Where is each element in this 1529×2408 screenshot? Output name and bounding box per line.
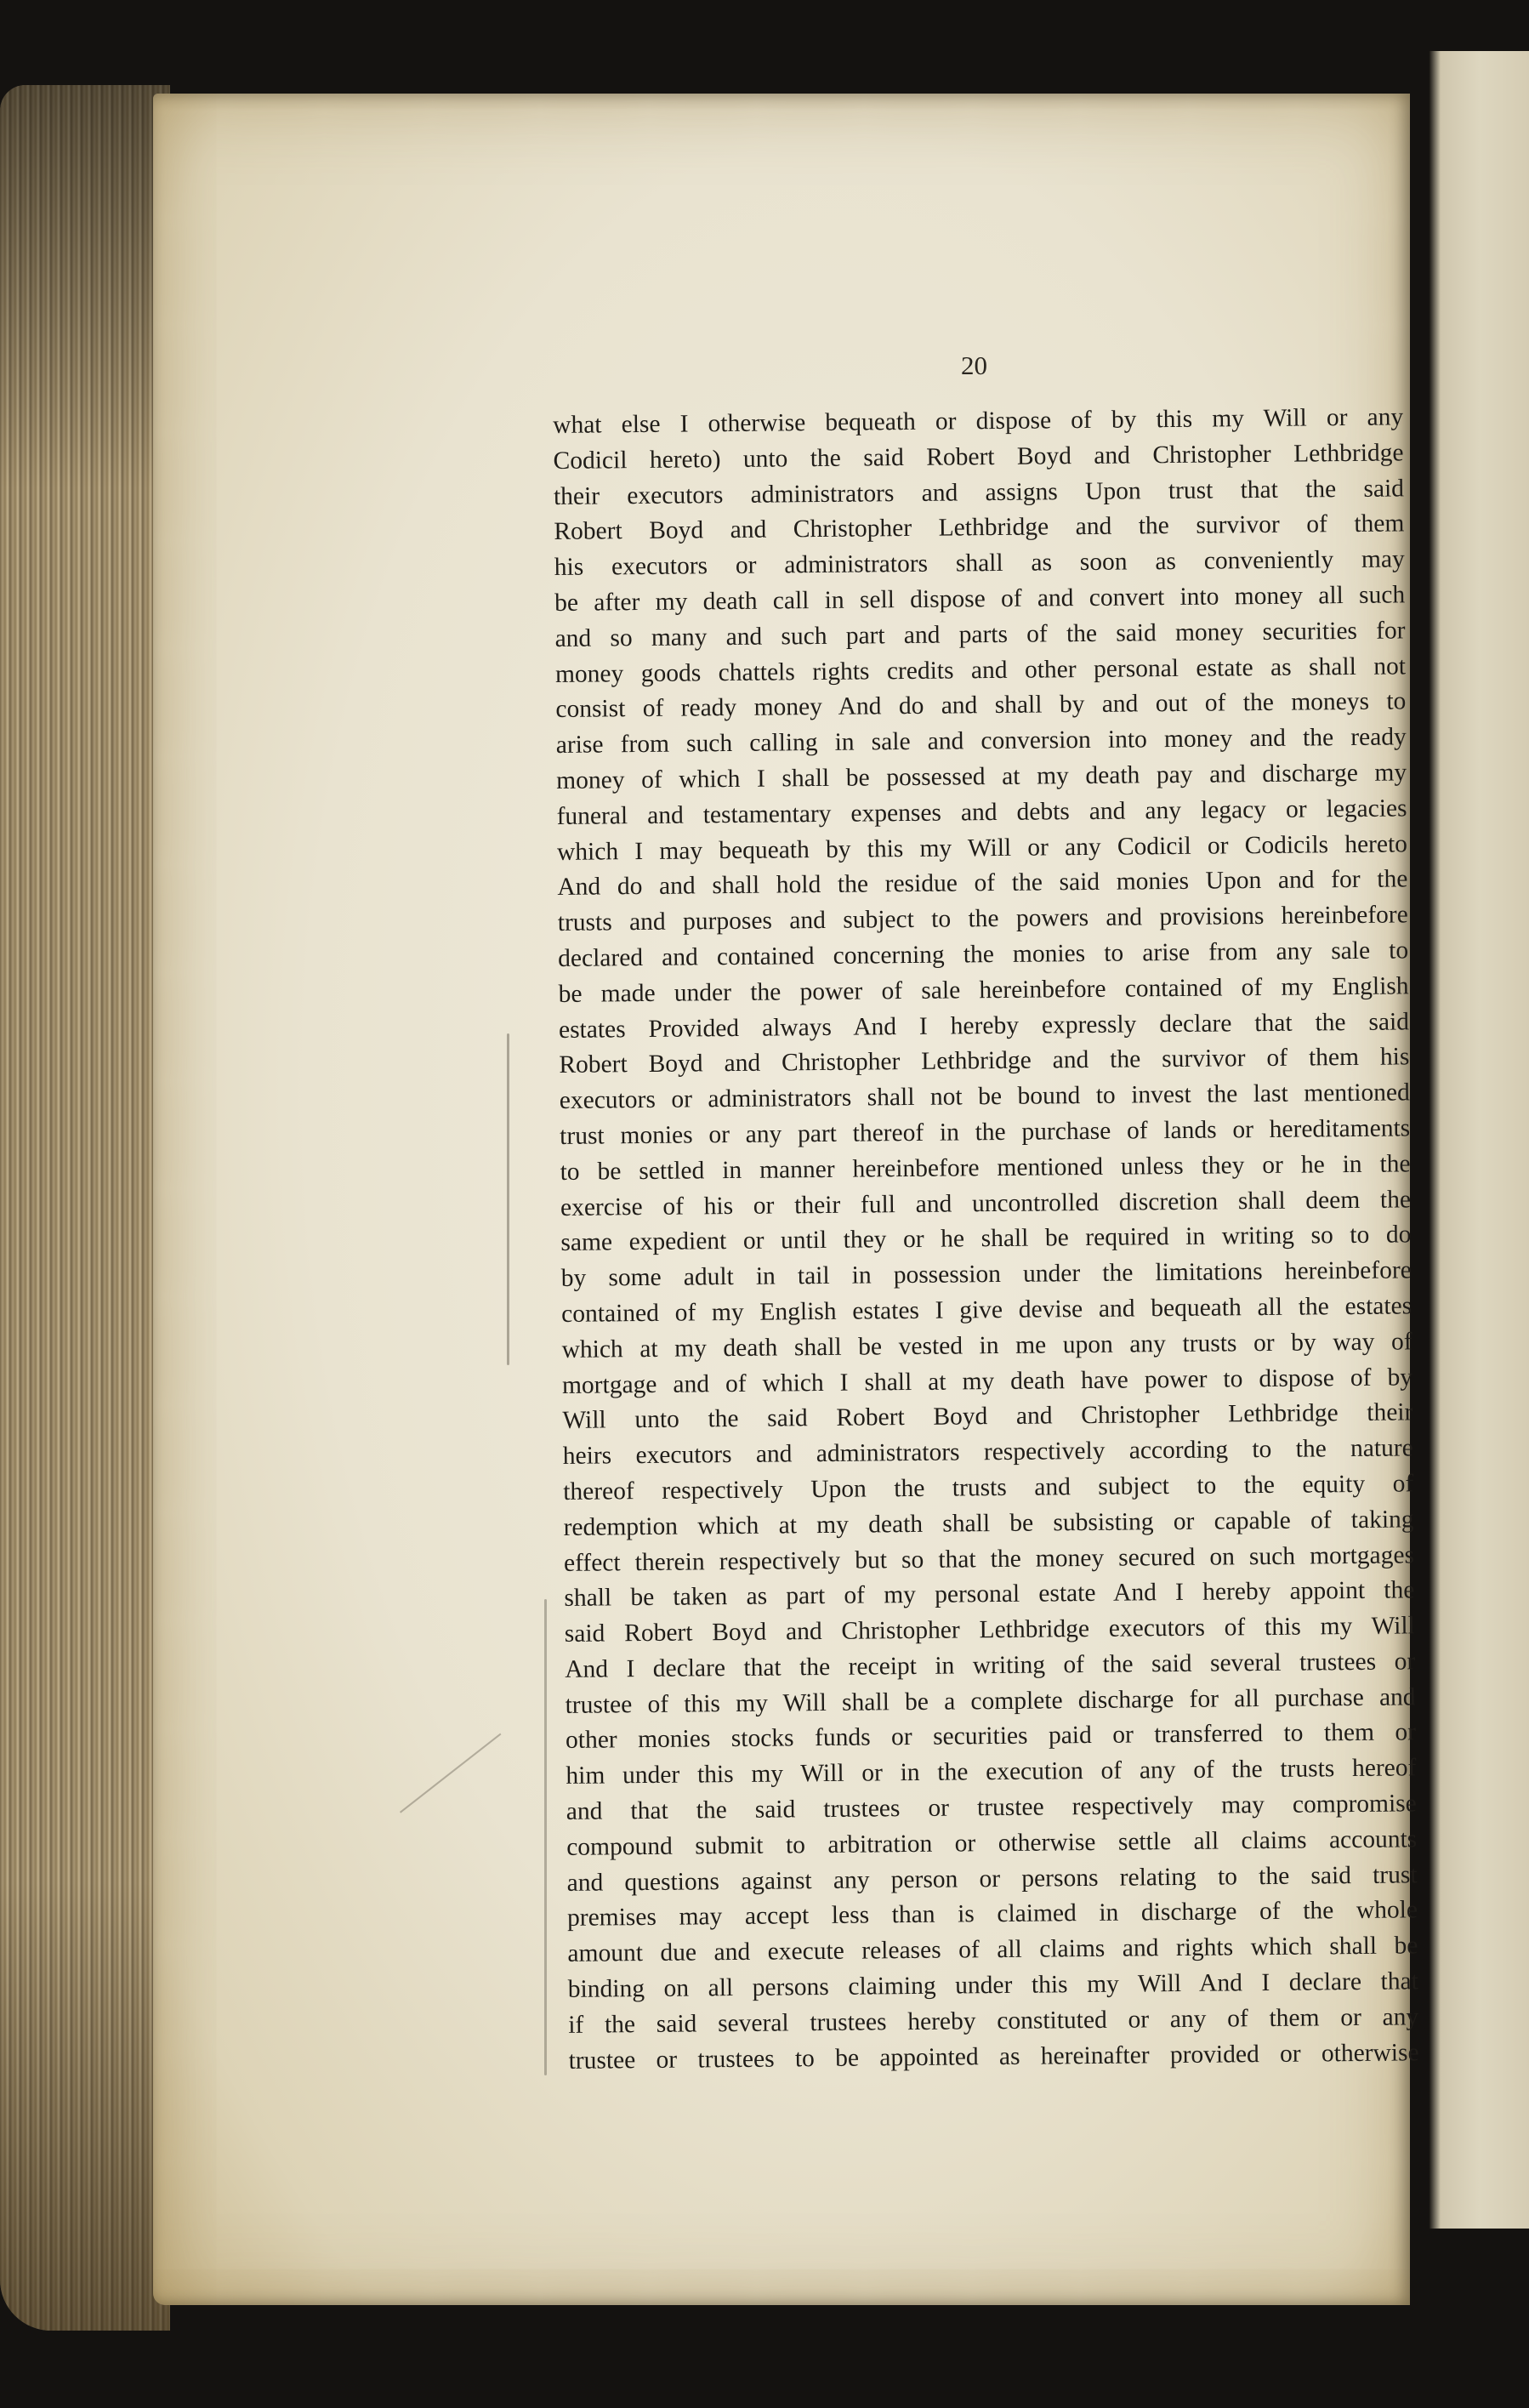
text-line: declared and contained concerning the monies to arise from any sale to <box>558 936 1409 972</box>
text-line: him under this my Will or in the execution of any of the trusts hereof <box>566 1754 1417 1790</box>
text-line: redemption which at my death shall be subsisting or capable of taking <box>563 1506 1414 1541</box>
text-line: same expedient or until they or he shall be required in writing so to do <box>560 1221 1412 1257</box>
text-line: money goods chattels rights credits and other personal estate as shall not <box>554 652 1407 688</box>
text-line: And I declare that the receipt in writing of the said several trustees or <box>565 1648 1416 1683</box>
text-line: be made under the power of sale hereinbefore contained of my English <box>558 972 1409 1008</box>
text-line: Robert Boyd and Christopher Lethbridge and the survivor of them <box>554 509 1405 546</box>
text-line: premises may accept less than is claimed in discharge of the whole <box>566 1896 1418 1933</box>
text-line: amount due and execute releases of all claims and rights which shall be <box>567 1932 1418 1968</box>
text-line: executors or administrators shall not be bound to invest the last mentioned <box>559 1079 1410 1115</box>
text-line: said Robert Boyd and Christopher Lethbridge executors of this my Will <box>564 1612 1415 1648</box>
text-line: trusts and purposes and subject to the powers and provisions hereinbefore <box>557 901 1408 937</box>
text-line: and questions against any person or persons relating to the said trust <box>566 1860 1418 1897</box>
text-line: which at my death shall be vested in me upon any trusts or by way of <box>561 1328 1412 1363</box>
text-line: binding on all persons claiming under this my Will And I declare that <box>567 1967 1418 2003</box>
text-line: other monies stocks funds or securities paid or transferred to them or <box>565 1718 1417 1755</box>
text-line: be after my death call in sell dispose of and convert into money all such <box>554 581 1406 617</box>
text-line: trustee of this my Will shall be a complete discharge for all purchase and <box>565 1683 1416 1719</box>
page-number: 20 <box>961 350 987 380</box>
text-line: and so many and such part and parts of the said money securities for <box>554 617 1406 652</box>
page-edges-shadow <box>0 85 170 2331</box>
text-line: if the said several trustees hereby constituted or any of them or any <box>568 2003 1419 2039</box>
text-line: And do and shall hold the residue of the said monies Upon and for the <box>557 865 1408 902</box>
text-line: which I may bequeath by this my Will or any Codicil or Codicils hereto <box>556 829 1408 866</box>
text-line: funeral and testamentary expenses and debts and any legacy or legacies <box>556 794 1407 830</box>
margin-pencil-line <box>507 1033 509 1365</box>
text-line: by some adult in tail in possession under the limitations hereinbefore <box>560 1256 1412 1293</box>
text-line: heirs executors and administrators respectively according to the nature <box>562 1434 1413 1471</box>
text-line: estates Provided always And I hereby expressly declare that the said <box>558 1007 1410 1044</box>
text-line: consist of ready money And do and shall by and out of the moneys to <box>555 687 1407 724</box>
text-line: mortgage and of which I shall at my death have power to dispose of by <box>561 1363 1413 1399</box>
text-line: exercise of his or their full and uncontrolled discretion shall deem the <box>560 1185 1412 1221</box>
text-line: effect therein respectively but so that the money secured on such mortgages <box>563 1540 1415 1577</box>
text-line: and that the said trustees or trustee respectively may compromise <box>566 1790 1417 1826</box>
text-line: arise from such calling in sale and conversion into money and the ready <box>555 723 1407 760</box>
margin-pencil-line-lower <box>544 1599 547 2075</box>
text-line: money of which I shall be possessed at my death pay and discharge my <box>556 759 1407 794</box>
text-line: thereof respectively Upon the trusts and subject to the equity of <box>563 1470 1414 1506</box>
text-line: trust monies or any part thereof in the purchase of lands or hereditaments <box>560 1114 1411 1150</box>
adjacent-page <box>1429 51 1529 2229</box>
text-line: what else I otherwise bequeath or dispose of by this my Will or any <box>553 403 1404 439</box>
text-line: compound submit to arbitration or otherwise settle all claims accounts <box>566 1825 1418 1861</box>
text-line: his executors or administrators shall as soon as conveniently may <box>554 545 1405 582</box>
text-line: Will unto the said Robert Boyd and Christopher Lethbridge their <box>562 1398 1413 1435</box>
text-line: shall be taken as part of my personal estate And I hereby appoint the <box>564 1576 1415 1613</box>
text-line: trustee or trustees to be appointed as hereinafter provided or otherwise <box>568 2038 1419 2075</box>
text-line: to be settled in manner hereinbefore mentioned unless they or he in the <box>560 1150 1411 1186</box>
text-line: Robert Boyd and Christopher Lethbridge and the survivor of them his <box>559 1043 1410 1079</box>
text-line: contained of my English estates I give devise and bequeath all the estates <box>561 1292 1412 1328</box>
text-line: their executors administrators and assigns Upon trust that the said <box>553 474 1405 510</box>
body-text <box>553 400 1419 2079</box>
text-line: Codicil hereto) unto the said Robert Boyd and Christopher Lethbridge <box>553 439 1404 475</box>
